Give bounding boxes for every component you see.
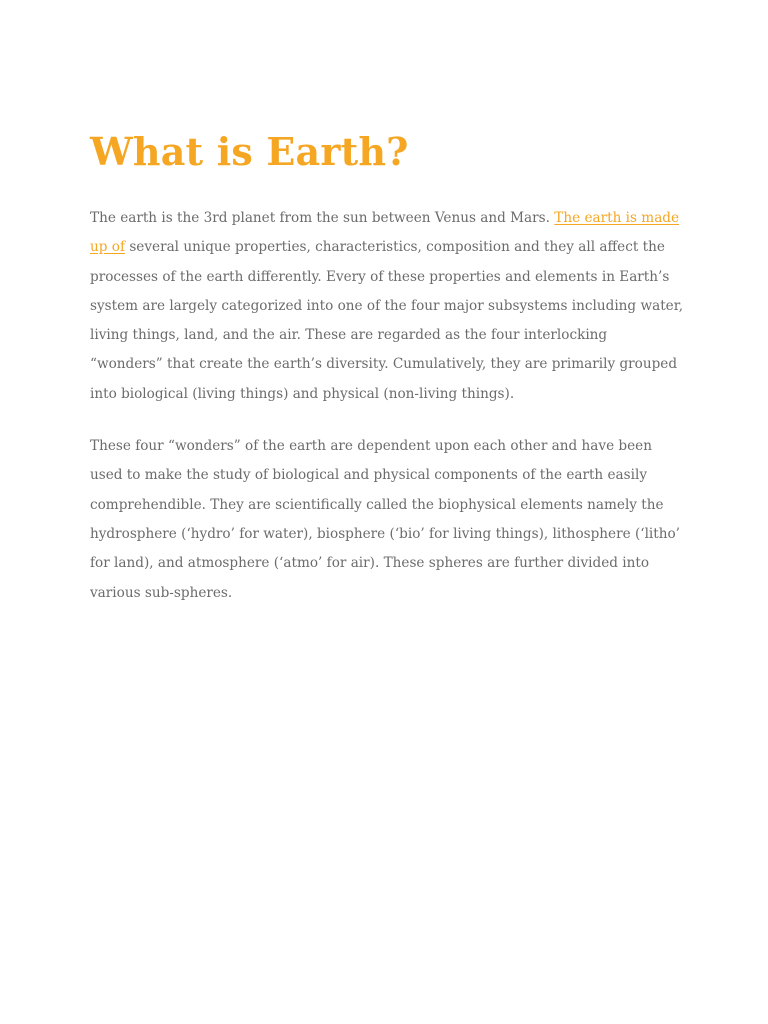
- paragraph-1-text-before-link: The earth is the 3rd planet from the sun between Venus and Mars.: [90, 210, 555, 226]
- page-title: What is Earth?: [90, 129, 409, 174]
- document-content: [90, 128, 684, 608]
- paragraph-1: [90, 204, 684, 409]
- paragraph-2: These four “wonders” of the earth are dependent upon each other and have been used to make the study of biological and physical components of the earth easily comprehendible. They are scientifically called the biophysical elements namely the hydrosphere (‘hydro’ for water), biosphere (‘bio’ for living things), lithosphere (‘litho’ for land), and atmosphere (‘atmo’ for air). These spheres are further divided into various sub-spheres.: [90, 438, 681, 601]
- paragraph-1-text-after-link: several unique properties, characteristics, composition and they all affect the processes of the earth differently. Every of these properties and elements in Earth’s system are largely categorized into one of the four major subsystems including water, living things, land, and the air. These are regarded as the four interlocking “wonders” that create the earth’s diversity. Cumulatively, they are primarily grouped into biological (living things) and physical (non-living things).: [90, 239, 684, 402]
- earth-made-up-of-link[interactable]: The earth is made up of: [90, 210, 680, 256]
